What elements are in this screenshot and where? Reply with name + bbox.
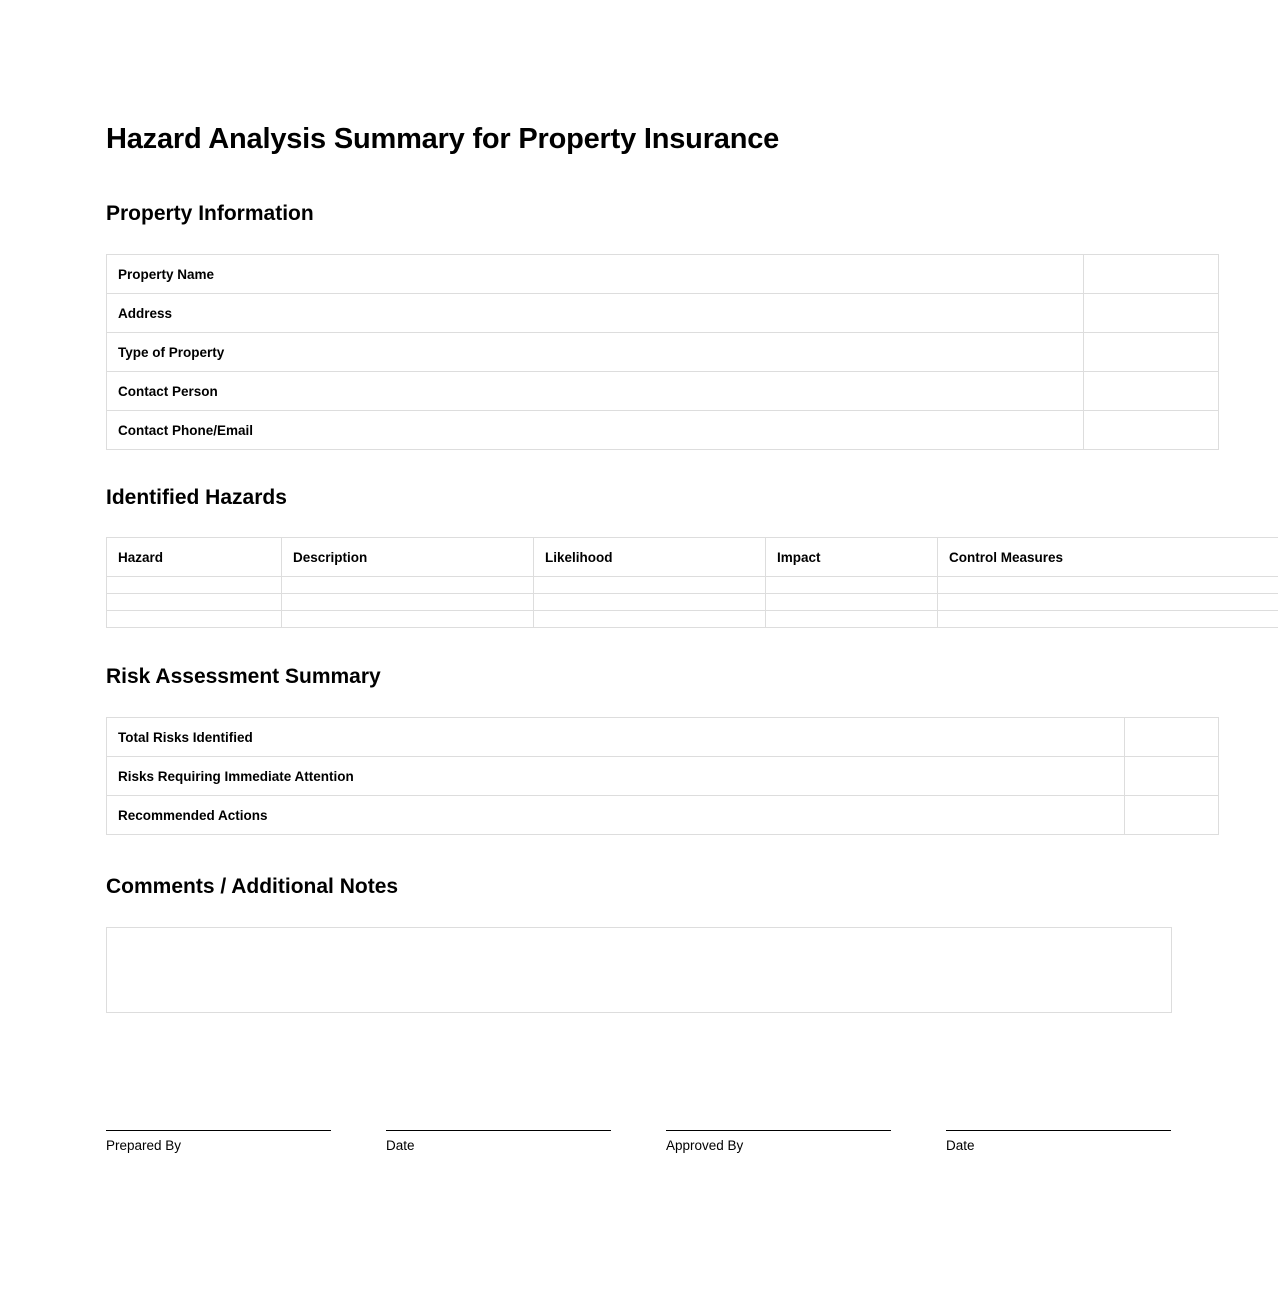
column-header-impact: Impact xyxy=(766,538,938,577)
type-of-property-label: Type of Property xyxy=(107,333,1084,372)
total-risks-identified-label: Total Risks Identified xyxy=(107,718,1125,757)
control-measures-cell[interactable] xyxy=(938,594,1278,611)
page-title: Hazard Analysis Summary for Property Insurance xyxy=(106,123,780,155)
table-row xyxy=(107,796,1219,835)
column-header-description: Description xyxy=(282,538,534,577)
comments-textarea[interactable] xyxy=(106,927,1172,1013)
impact-cell[interactable] xyxy=(766,577,938,594)
contact-person-value[interactable] xyxy=(1084,372,1219,411)
table-row xyxy=(107,333,1219,372)
signature-field-prepared-by xyxy=(106,1130,331,1154)
table-row xyxy=(107,757,1219,796)
section-heading-identified-hazards: Identified Hazards xyxy=(106,486,287,509)
property-name-label: Property Name xyxy=(107,255,1084,294)
signature-label-date-approved: Date xyxy=(946,1138,975,1153)
table-row xyxy=(107,411,1219,450)
likelihood-cell[interactable] xyxy=(534,577,766,594)
hazard-cell[interactable] xyxy=(107,611,282,628)
table-row xyxy=(107,294,1219,333)
signature-label-date-prepared: Date xyxy=(386,1138,415,1153)
risks-requiring-immediate-attention-label: Risks Requiring Immediate Attention xyxy=(107,757,1125,796)
signature-label-approved-by: Approved By xyxy=(666,1138,744,1153)
signature-field-date-prepared xyxy=(386,1130,611,1154)
signature-line[interactable] xyxy=(946,1130,1171,1131)
column-header-likelihood: Likelihood xyxy=(534,538,766,577)
control-measures-cell[interactable] xyxy=(938,611,1278,628)
risks-requiring-immediate-attention-value[interactable] xyxy=(1125,757,1219,796)
section-heading-property-information: Property Information xyxy=(106,202,314,225)
contact-phone-email-label: Contact Phone/Email xyxy=(107,411,1084,450)
risk-assessment-summary-table xyxy=(106,717,1219,835)
table-row xyxy=(107,255,1219,294)
signature-block xyxy=(106,1130,1172,1154)
description-cell[interactable] xyxy=(282,594,534,611)
recommended-actions-value[interactable] xyxy=(1125,796,1219,835)
description-cell[interactable] xyxy=(282,577,534,594)
column-header-control-measures: Control Measures xyxy=(938,538,1278,577)
table-row xyxy=(107,577,1278,594)
signature-line[interactable] xyxy=(386,1130,611,1131)
identified-hazards-table xyxy=(106,537,1278,628)
impact-cell[interactable] xyxy=(766,594,938,611)
total-risks-identified-value[interactable] xyxy=(1125,718,1219,757)
hazard-cell[interactable] xyxy=(107,594,282,611)
description-cell[interactable] xyxy=(282,611,534,628)
table-row xyxy=(107,594,1278,611)
contact-person-label: Contact Person xyxy=(107,372,1084,411)
table-row xyxy=(107,718,1219,757)
section-heading-risk-assessment-summary: Risk Assessment Summary xyxy=(106,665,381,688)
likelihood-cell[interactable] xyxy=(534,594,766,611)
table-row xyxy=(107,611,1278,628)
contact-phone-email-value[interactable] xyxy=(1084,411,1219,450)
property-name-value[interactable] xyxy=(1084,255,1219,294)
address-label: Address xyxy=(107,294,1084,333)
column-header-hazard: Hazard xyxy=(107,538,282,577)
signature-field-approved-by xyxy=(666,1130,891,1154)
type-of-property-value[interactable] xyxy=(1084,333,1219,372)
section-heading-comments: Comments / Additional Notes xyxy=(106,875,399,898)
likelihood-cell[interactable] xyxy=(534,611,766,628)
control-measures-cell[interactable] xyxy=(938,577,1278,594)
signature-label-prepared-by: Prepared By xyxy=(106,1138,182,1153)
hazard-cell[interactable] xyxy=(107,577,282,594)
signature-field-date-approved xyxy=(946,1130,1171,1154)
table-header-row xyxy=(107,538,1278,577)
property-information-table xyxy=(106,254,1219,450)
table-row xyxy=(107,372,1219,411)
signature-line[interactable] xyxy=(106,1130,331,1131)
impact-cell[interactable] xyxy=(766,611,938,628)
address-value[interactable] xyxy=(1084,294,1219,333)
recommended-actions-label: Recommended Actions xyxy=(107,796,1125,835)
signature-line[interactable] xyxy=(666,1130,891,1131)
